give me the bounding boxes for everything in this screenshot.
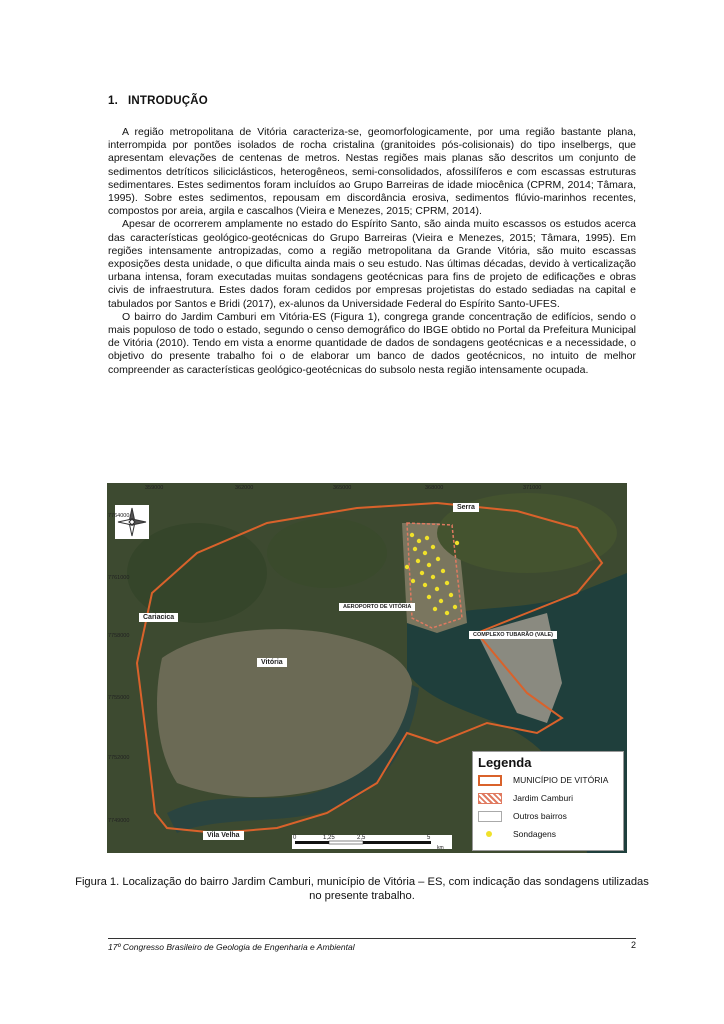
label-vila-velha: Vila Velha: [203, 831, 244, 840]
map-legend: [472, 751, 624, 851]
legend-item-outros-bairros: Outros bairros: [473, 808, 623, 826]
figure-caption: Figura 1. Localização do bairro Jardim Camburi, município de Vitória – ES, com indicação das sondagens utilizadas no presente trabalho.: [75, 876, 649, 902]
section-title: INTRODUÇÃO: [128, 95, 208, 107]
footer-conference: 17º Congresso Brasileiro de Geologia de Engenharia e Ambiental: [108, 942, 355, 952]
paragraph-3: O bairro do Jardim Camburi em Vitória-ES (Figura 1), congrega grande concentração de edifícios, sendo o mais populoso de todo o estado, segundo o censo demográfico do IBGE obtido no Portal da Prefeitura Municipal de Vitória (2010). Tendo em vista a enorme quantidade de dados de sondagens geotécnicas e a necessidade, o objetivo do presente trabalho foi o de elaborar um banco de dados geotécnicos, no intuito de melhor compreender as características geológico-geotécnicas do subsolo nesta região intensamente ocupada.: [108, 310, 636, 376]
label-vitoria: Vitória: [257, 658, 287, 667]
coord-left-6: 7749000: [108, 818, 130, 824]
label-cariacica: Cariacica: [139, 613, 178, 622]
page-number: 2: [630, 940, 636, 950]
legend-item-sondagens: Sondagens: [473, 826, 623, 844]
coord-left-4: 7755000: [108, 695, 130, 701]
label-aeroporto: AEROPORTO DE VITÓRIA: [339, 603, 415, 611]
section-number: 1.: [108, 95, 118, 107]
scale-unit: km: [437, 845, 444, 851]
paragraph-2: Apesar de ocorrerem amplamente no estado do Espírito Santo, são ainda muito escassos os estudos acerca das características geológico-geotécnicas do Grupo Barreiras (Vieira e Menezes, 2015; Tâmara, 1995). Em regiões intensamente antropizadas, como a região metropolitana da Grande Vitória, são muito escassas exposições desta unidade, o que dificulta ainda mais o seu estudo. Nas últimas décadas, devido à verticalização urbana intensa, foram executadas muitas sondagens geotécnicas para fins de projeto de edificações e obras civis de infraestrutura. Estes dados foram cedidos por empresas projetistas do estado sediadas na capital e tabulados por Santos e Bridi (2017), ex-alunos da Universidade Federal do Espírito Santo-UFES.: [108, 218, 636, 310]
coord-left-5: 7752000: [108, 755, 130, 761]
scale-tick-2: 2,5: [357, 835, 366, 841]
body-text: [108, 126, 636, 377]
legend-item-jardim-camburi: Jardim Camburi: [473, 790, 623, 808]
scale-tick-0: 0: [293, 835, 297, 841]
footer-divider: [108, 938, 636, 939]
coord-top-5: 371000: [523, 485, 542, 491]
label-serra: Serra: [453, 503, 479, 512]
sondagem-dot-icon: [486, 831, 492, 837]
coord-top-1: 359000: [145, 485, 164, 491]
coord-top-2: 362000: [235, 485, 254, 491]
section-heading: [108, 95, 208, 107]
coord-left-3: 7758000: [108, 633, 130, 639]
label-tubarao: COMPLEXO TUBARÃO (VALE): [469, 631, 557, 639]
coord-left-1: 7764000: [108, 513, 130, 519]
paragraph-1: A região metropolitana de Vitória caracteriza-se, geomorfologicamente, por uma região bastante plana, interrompida por pontões isolados de rocha cristalina (granitoides pós-colisionais) do tipo inselbergs, que apresentam elevações de centenas de metros. Nestas regiões mais planas são descritos um conjunto de sedimentos detríticos siliciclásticos, heterogêneos, semi-consolidados, afossilíferos e com escassas estruturas sedimentares. Estes sedimentos foram incluídos ao Grupo Barreiras de idade miocênica (CPRM, 2014; Tâmara, 1995). Sobre estes sedimentos, repousam em discordância erosiva, sedimentos flúvio-marinhos recentes, compostos por areia, argila e cascalhos (Vieira e Menezes, 2015; CPRM, 2014).: [108, 126, 636, 218]
scale-tick-1: 1,25: [323, 835, 335, 841]
coord-left-2: 7761000: [108, 575, 130, 581]
legend-item-municipio: MUNICÍPIO DE VITÓRIA: [473, 772, 623, 790]
scale-tick-3: 5: [427, 835, 431, 841]
scale-bar: [295, 841, 431, 844]
legend-title: Legenda: [478, 755, 532, 770]
coord-top-4: 368000: [425, 485, 444, 491]
coord-top-3: 365000: [333, 485, 352, 491]
location-map-figure: [107, 483, 627, 853]
